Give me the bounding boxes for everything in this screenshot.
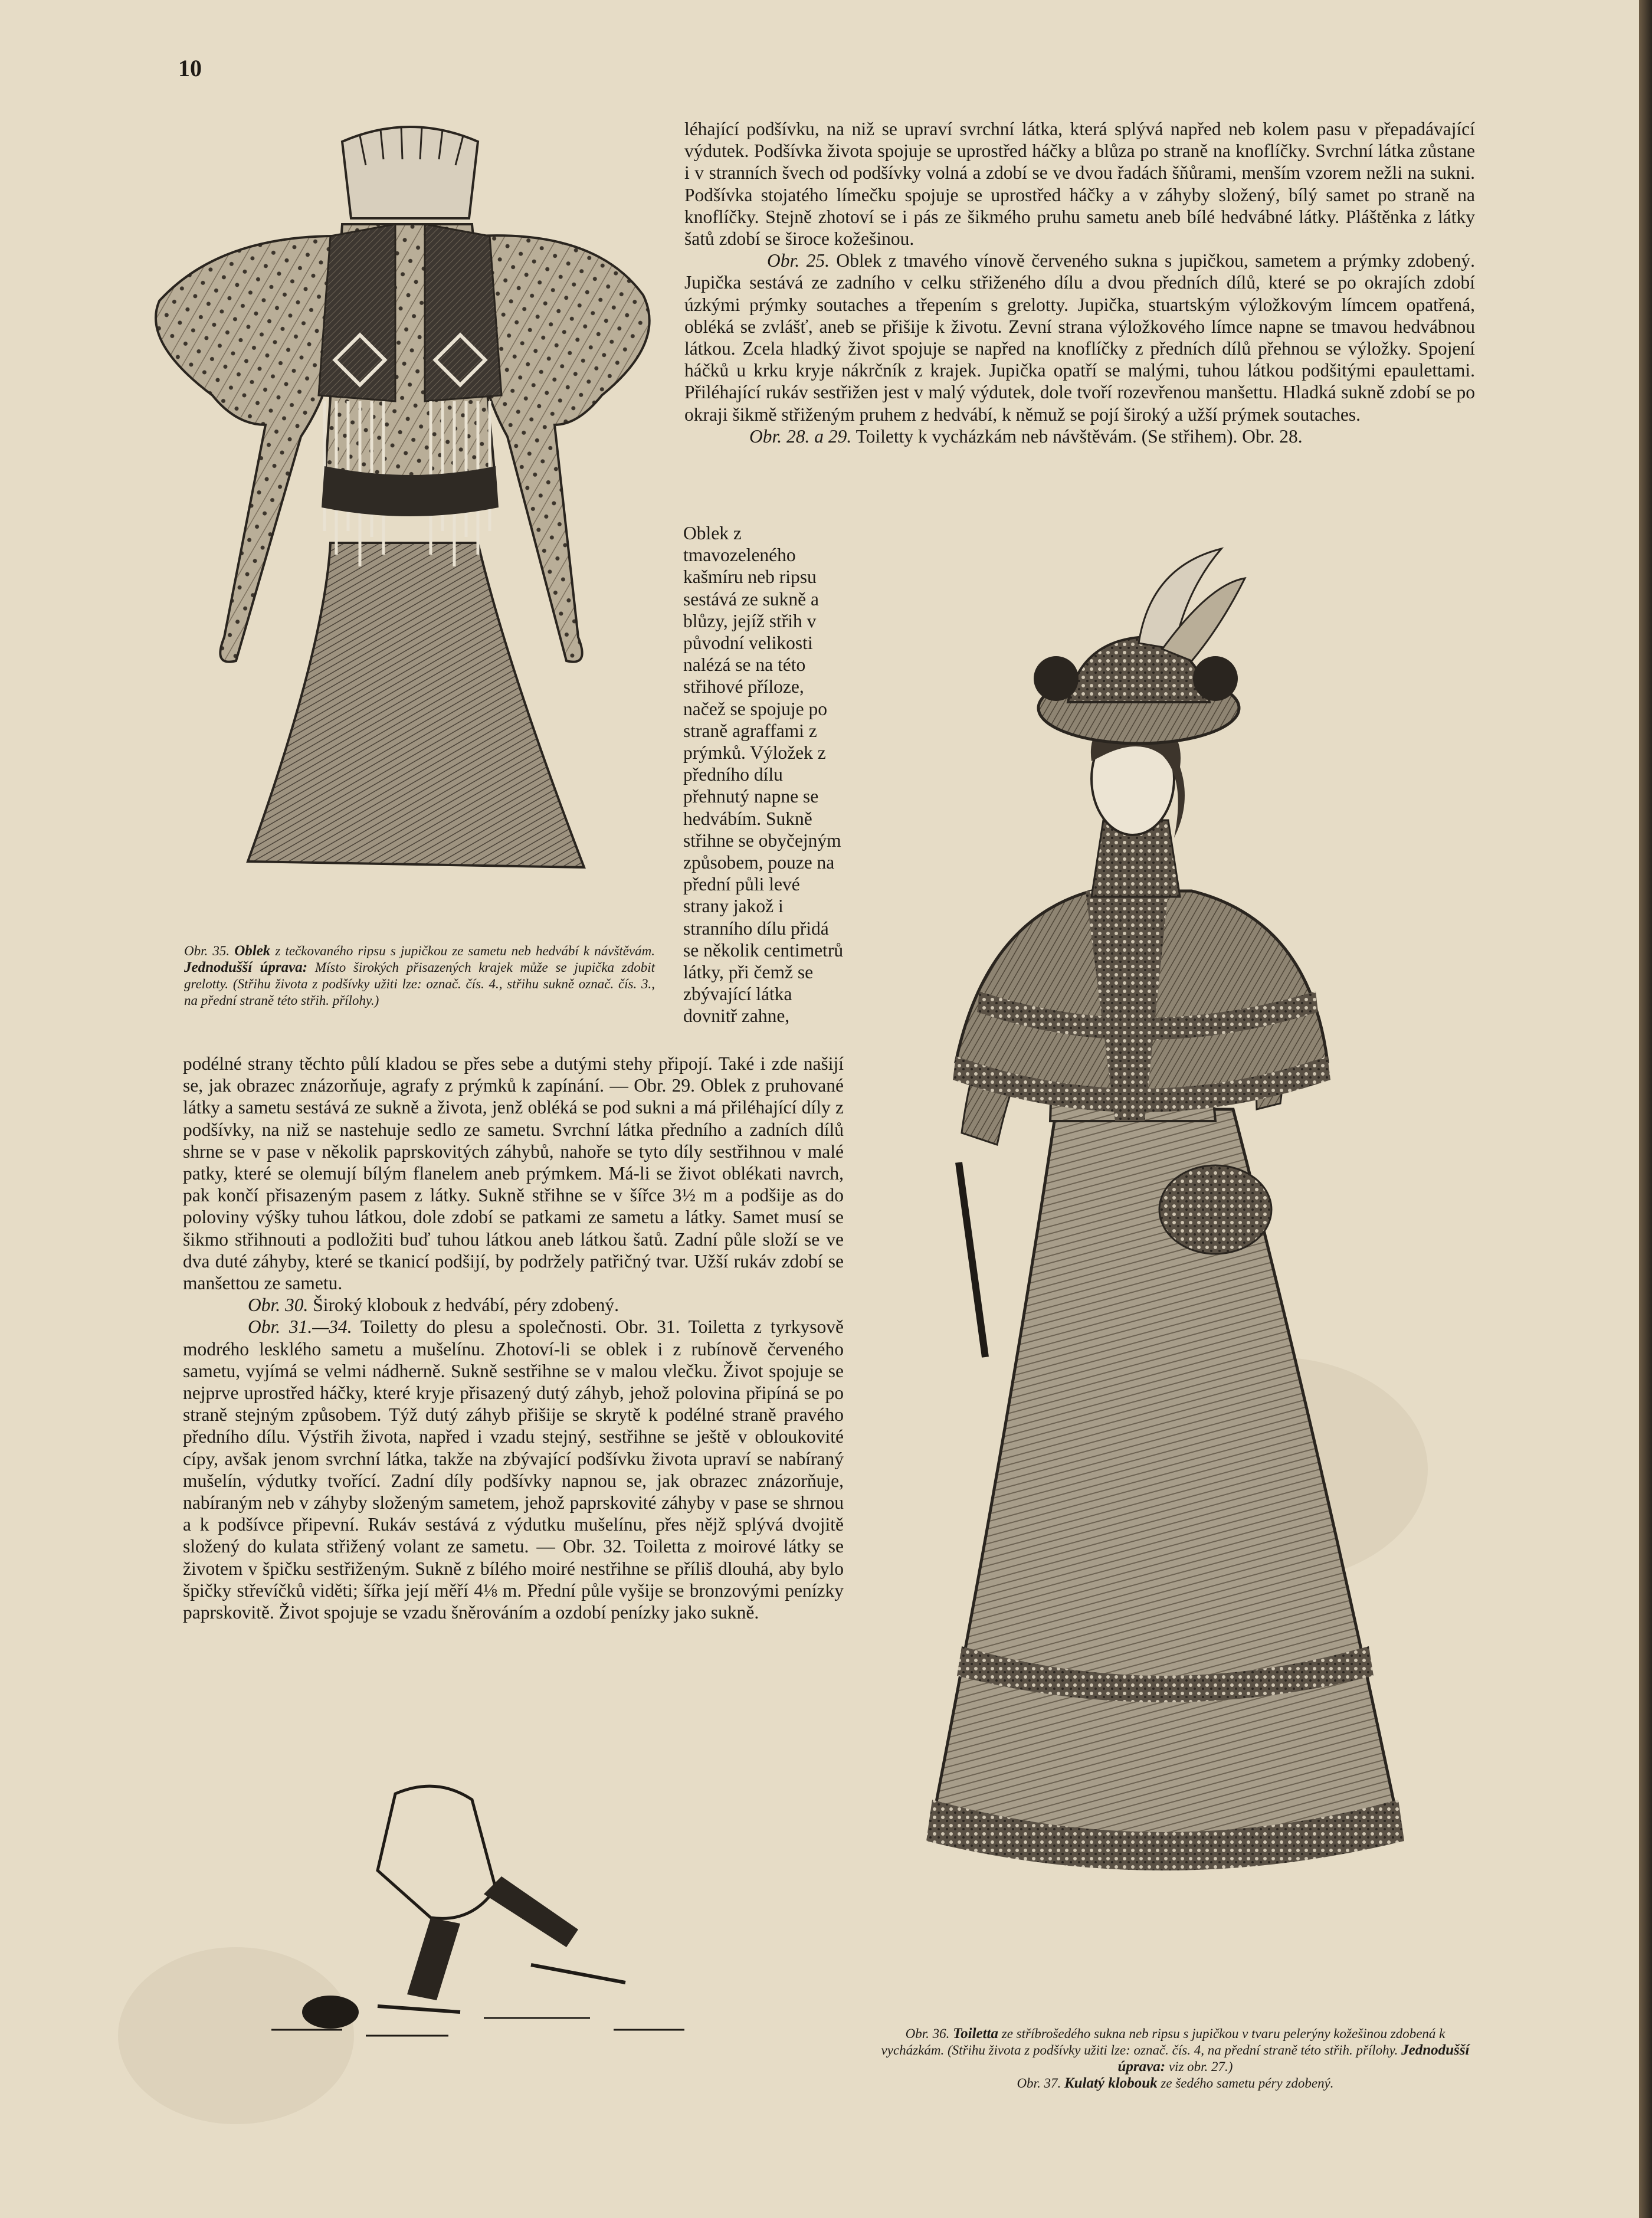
caption-35-simple-text: Místo širokých přisazených krajek může se jupička zdobit grelotty. (Střihu života z podšívky užiti lze: označ. čís. 4., střihu sukně označ. čís. 3., na přední straně této střih. přílohy.) xyxy=(184,960,655,1008)
caption-obr-35 xyxy=(184,943,655,1009)
caption-35-title: Oblek xyxy=(234,943,271,959)
paragraph-obr-28-29: Toiletty k vycházkám neb návštěvám. (Se střihem). Obr. 28. xyxy=(851,425,1303,447)
paragraph-continuation: léhající podšívku, na niž se upraví svrchní látka, která splývá napřed neb kolem pasu v přepadávající výdutek. Podšívka života spojuje se uprostřed háčky a blůza po straně na knoflíčky. Svrchní látka zůstane i v stranních švech od podšívky volná a zdobí se ve dvou řadách šňůrami, menším vzorem nežli na sukni. Podšívka stojatého límečku spojuje se uprostřed háčky a v záhyby složený, bílý samet po straně na knoflíčky. Stejně zhotoví se i pás ze šikmého pruhu sametu aneb bílé hedvábné látky. Pláštěnka z látky šatů zdobí se široce kožešinou. xyxy=(684,119,1475,250)
caption-35-simple-label: Jednodušší úprava: xyxy=(184,959,308,975)
caption-36-label: Obr. 36. xyxy=(905,2026,950,2041)
caption-36-text: ze stříbrošedého sukna neb ripsu s jupičkou v tvaru pelerýny kožešinou zdobená k vycházkám. (Střihu života z podšívky užiti lze: označ. čís. 4, na přední straně této střih. přílohy. xyxy=(881,2026,1446,2058)
figure-ref-31-34: Obr. 31.—34. xyxy=(248,1316,352,1338)
caption-37-title: Kulatý klobouk xyxy=(1064,2075,1158,2091)
figure-ref-30: Obr. 30. xyxy=(248,1295,309,1316)
walking-dress-illustration xyxy=(808,543,1469,1983)
figure-ref-28-29: Obr. 28. a 29. xyxy=(749,425,852,447)
paragraph-obr-29: podélné strany těchto půlí kladou se přes sebe a dutými stehy připojí. Také i zde našijí se, jak obrazec znázorňuje, agrafy z prýmků k zapínání. — Obr. 29. Oblek z pruhované látky a sametu sestává ze sukně a života, jenž obléká se pod sukni a má přiléhající díly z podšívky, na niž se nastehuje sedlo ze sametu. Svrchní látka předního a zadních dílů shrne se v pase v několik paprskovitých záhybů, nahoře se tyto díly sestřihnou v malé patky, které se olemují bílým flanelem aneb prýmkem. Má-li se život oblékati navrch, pak končí přisazeným pasem z látky. Sukně střihne se v šířce 3½ m a podšije as do poloviny výšky tuhou látkou, dole zdobí se patkami ze sametu a látky. Samet musí se šikmo střihnouti a podložiti buď tuhou látkou aneb látkou šatů. Zadní půle složí se ve dva duté záhyby, které se tkanicí podšijí, by podržely patřičný tvar. Užší rukáv zdobí se manšettou ze sametu. xyxy=(183,1053,844,1294)
paragraph-obr-31-34: Toiletty do plesu a společnosti. Obr. 31. Toiletta z tyrkysově modrého lesklého sametu a mušelínu. Zhotoví-li se oblek i z rubínově červeného sametu, vyjímá se velmi nádherně. Sukně sestřihne se v malou vlečku. Život spojuje se nejprve uprostřed háčky, které kryje přisazený dutý záhyb, jehož polovina připíná se po straně stejným způsobem. Týž dutý záhyb přišije se skrytě k podélné straně pravého předního dílu. Výstřih života, napřed i vzadu stejný, sestřihne se ještě v obloukovité cípy, avšak jenom svrchní látka, takže na zbývající podšívku života upraví se nabíraný mušelín, výdutky tvořící. Zadní díly podšívky napnou se, jak obrazec znázorňuje, nabíraným neb v záhyby složeným sametem, jehož paprskovité záhyby v pase se shrnou a k podšívce připevní. Rukáv sestává z výdutku mušelínu, přes nějž splývá dvojitě složený do kulata střižený volant ze sametu. — Obr. 32. Toiletta z moirové látky se životem v špičku sestřiženým. Sukně z bílého moiré nestřihne se příliš dlouhá, aby bylo špičky střevíčků viděti; šířka její měří 4⅛ m. Přední půle vyšije se bronzovými penízky paprskovitě. Život spojuje se vzadu šněrováním a ozdobí penízky jako sukně. xyxy=(183,1316,844,1623)
page-number: 10 xyxy=(178,55,202,81)
caption-36-simple-text: viz obr. 27.) xyxy=(1165,2059,1233,2074)
paragraph-obr-30: Široký klobouk z hedvábí, péry zdobený. xyxy=(308,1295,620,1316)
caption-36-title: Toiletta xyxy=(953,2026,998,2042)
paragraph-obr-25: Oblek z tmavého vínově červeného sukna s jupičkou, sametem a prýmky zdobený. Jupička sestává ze zadního v celku střiženého dílu a dvou předních dílů, které se po okrajích zdobí úzkými prýmky soutaches a třepením s grelotty. Jupička, stuartským výložkovým límcem opatřená, obléká se zvlášť, aneb se přišije k životu. Zevní strana výložkového límce napne se tmavou hedvábnou látkou. Zcela hladký život spojuje se napřed na knoflíčky z předních dílů přehnou se výložky. Spojení háčků u krku kryje nákrčník z krajek. Jupička opatří se malými, tuhou látkou podšitými epaulettami. Přiléhající rukáv sestřižen jest v malý výdutek, dole tvoří rozevřenou manšettu. Hladká sukně zdobí se po okraji šikmě střiženým pruhem z hedvábí, k němuž se pojí široký a užší prýmek soutaches. xyxy=(684,250,1476,425)
skater-vignette xyxy=(260,1770,696,2042)
caption-37-label: Obr. 37. xyxy=(1017,2076,1061,2091)
page-edge xyxy=(1639,0,1652,2218)
article-narrow-column: Oblek z tmavozeleného kašmíru neb ripsu sestává ze sukně a blůzy, jejíž střih v původní velikosti nalézá se na této střihové příloze, načež se spojuje po straně agraffami z prýmků. Výložek z předního dílu přehnutý napne se hedvábím. Sukně střihne se obyčejným způsobem, pouze na přední půli levé strany jakož i stranního dílu přidá se několik centimetrů látky, při čemž se zbývající látka dovnitř zahne, xyxy=(683,523,844,1027)
article-top-column xyxy=(684,118,1475,447)
caption-35-text: z tečkovaného ripsu s jupičkou ze sametu neb hedvábí k návštěvám. xyxy=(270,943,655,958)
caption-37-text: ze šedého sametu péry zdobený. xyxy=(1157,2076,1334,2091)
caption-obr-36-37 xyxy=(876,2026,1475,2092)
caption-35-label: Obr. 35. xyxy=(184,943,230,958)
caption-36-simple-label: Jednodušší úprava: xyxy=(1117,2042,1470,2075)
bodice-illustration xyxy=(148,118,667,891)
figure-ref-25: Obr. 25. xyxy=(767,250,830,271)
article-bottom-column xyxy=(183,1053,844,1623)
